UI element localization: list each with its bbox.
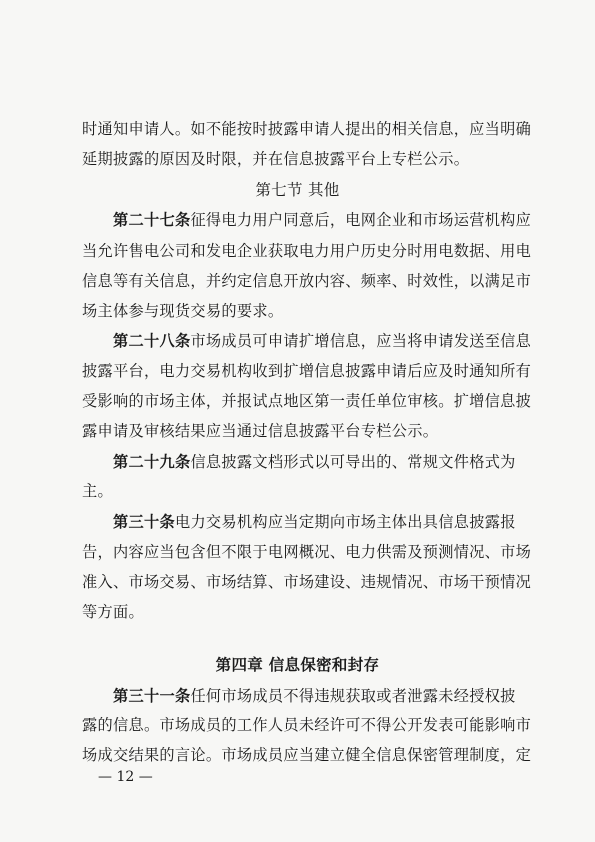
article-27-text: 征得电力用户同意后，电网企业和市场运营机构应 (190, 211, 532, 229)
article-30-label: 第三十条 (113, 513, 175, 531)
paragraph-line: 场主体参与现货交易的要求。 (82, 302, 284, 320)
article-29-text: 信息披露文档形式以可导出的、常规文件格式为 (190, 453, 516, 471)
article-28-label: 第二十八条 (113, 332, 191, 350)
section-title: 第七节 其他 (255, 181, 340, 199)
article-30-first-line (113, 512, 522, 532)
paragraph-line: 延期披露的原因及时限，并在信息披露平台上专栏公示。 (82, 150, 470, 168)
paragraph-line: 告，内容应当包含但不限于电网概况、电力供需及预测情况、市场 (82, 543, 532, 561)
paragraph-line: 时通知申请人。如不能按时披露申请人提出的相关信息，应当明确 (82, 120, 532, 138)
paragraph-line: 准入、市场交易、市场结算、市场建设、违规情况、市场干预情况 (82, 573, 532, 591)
paragraph-line: 露的信息。市场成员的工作人员未经许可不得公开发表可能影响市 (82, 716, 532, 734)
paragraph-line: 等方面。 (82, 603, 144, 621)
article-31-text: 任何市场成员不得违规获取或者泄露未经授权披 (190, 687, 516, 705)
paragraph-line: 场成交结果的言论。市场成员应当建立健全信息保密管理制度，定 (82, 746, 532, 764)
paragraph-line: 主。 (82, 482, 113, 500)
page-number: — 12 — (98, 769, 153, 785)
paragraph-line: 露申请及审核结果应当通过信息披露平台专栏公示。 (82, 422, 439, 440)
article-31-first-line (113, 686, 522, 706)
paragraph-line: 信息等有关信息，并约定信息开放内容、频率、时效性，以满足市 (82, 272, 532, 290)
article-31-label: 第三十一条 (113, 687, 191, 705)
chapter-title: 第四章 信息保密和封存 (215, 656, 380, 674)
article-27-first-line (113, 210, 532, 230)
paragraph-line: 当允许售电公司和发电企业获取电力用户历史分时用电数据、用电 (82, 242, 532, 260)
paragraph-line: 披露平台，电力交易机构收到扩增信息披露申请后应及时通知所有 (82, 362, 532, 380)
article-30-text: 电力交易机构应当定期向市场主体出具信息披露报 (174, 513, 516, 531)
paragraph-line: 受影响的市场主体，并报试点地区第一责任单位审核。扩增信息披 (82, 392, 532, 410)
article-29-label: 第二十九条 (113, 453, 191, 471)
article-28-text: 市场成员可申请扩增信息，应当将申请发送至信息 (190, 332, 532, 350)
article-28-first-line (113, 331, 532, 351)
article-27-label: 第二十七条 (113, 211, 191, 229)
article-29-first-line (113, 452, 522, 472)
